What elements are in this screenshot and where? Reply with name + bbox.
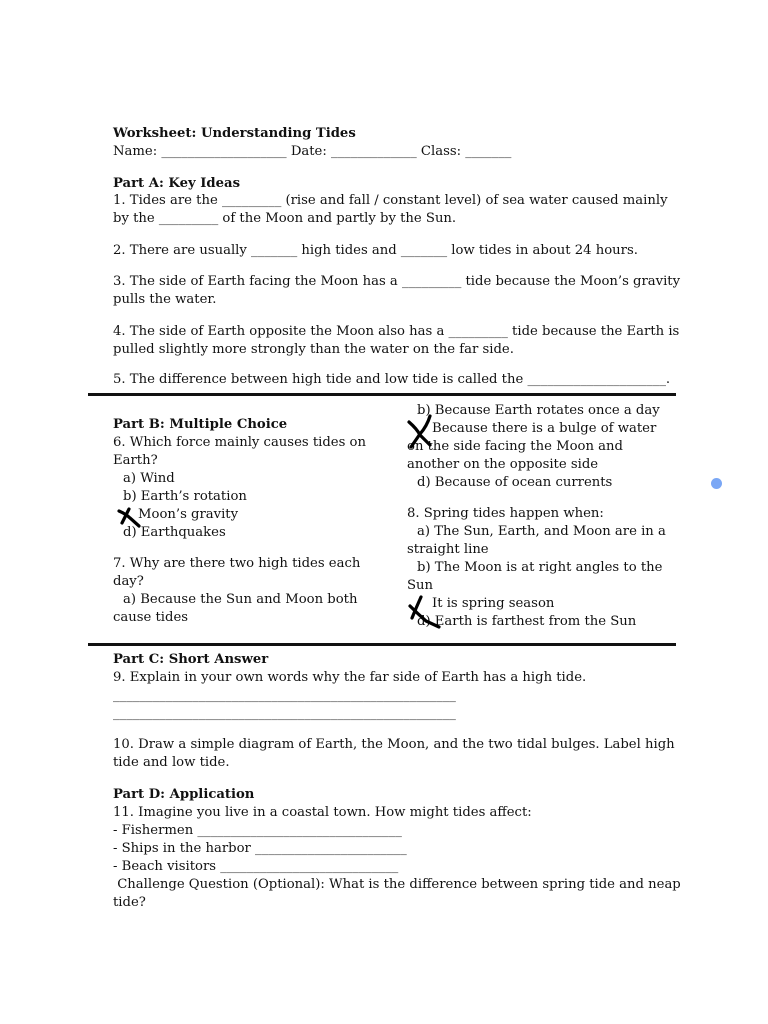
question-8-option-b-line-1[interactable]: b) The Moon is at right angles to the xyxy=(417,560,663,575)
question-6-option-b[interactable]: b) Earth’s rotation xyxy=(123,489,247,504)
question-11: 11. Imagine you live in a coastal town. How might tides affect: xyxy=(113,805,532,820)
question-7-option-c-line-2: on the side facing the Moon and xyxy=(407,439,623,454)
scroll-indicator-dot[interactable] xyxy=(711,478,722,489)
question-4-line-2: pulled slightly more strongly than the water on the far side. xyxy=(113,342,514,357)
question-7-option-a-line-1[interactable]: a) Because the Sun and Moon both xyxy=(123,592,358,607)
question-5: 5. The difference between high tide and low tide is called the _____________________. xyxy=(113,372,671,387)
part-c-heading: Part C: Short Answer xyxy=(113,652,269,667)
question-7-option-c-line-3: another on the opposite side xyxy=(407,457,599,472)
beach-visitors-line[interactable]: - Beach visitors ___________________________ xyxy=(113,859,399,874)
question-3-line-1: 3. The side of Earth facing the Moon has a _________ tide because the Moon’s gravity xyxy=(113,274,681,289)
part-b-left-column xyxy=(113,416,373,627)
question-6-option-d[interactable]: d) Earthquakes xyxy=(123,525,226,540)
worksheet-title: Worksheet: Understanding Tides xyxy=(113,126,356,141)
section-divider-bottom xyxy=(88,643,676,646)
question-7-option-c-line-1[interactable]: Because there is a bulge of water xyxy=(432,421,657,436)
question-3-line-2: pulls the water. xyxy=(113,292,217,307)
question-9-answer-line-1[interactable]: ____________________________________________________ xyxy=(113,688,456,703)
question-7-line-2: day? xyxy=(113,574,144,589)
part-b-heading: Part B: Multiple Choice xyxy=(113,417,288,432)
question-8: 8. Spring tides happen when: xyxy=(407,506,604,521)
question-1-line-1: 1. Tides are the _________ (rise and fall / constant level) of sea water caused mainly xyxy=(113,193,668,208)
challenge-question-line-1: Challenge Question (Optional): What is the difference between spring tide and neap xyxy=(113,877,681,892)
answer-mark-q6-icon xyxy=(116,505,142,529)
ships-line[interactable]: - Ships in the harbor _______________________ xyxy=(113,841,407,856)
part-a-heading: Part A: Key Ideas xyxy=(113,176,240,191)
question-8-option-c[interactable]: It is spring season xyxy=(432,596,555,611)
question-8-option-a-line-1[interactable]: a) The Sun, Earth, and Moon are in a xyxy=(417,524,666,539)
question-10-line-2: tide and low tide. xyxy=(113,755,230,770)
question-6-line-2: Earth? xyxy=(113,453,158,468)
question-7-option-b[interactable]: b) Because Earth rotates once a day xyxy=(417,403,660,418)
part-d-heading: Part D: Application xyxy=(113,787,255,802)
answer-mark-q8-icon xyxy=(404,594,442,632)
question-8-option-a-line-2: straight line xyxy=(407,542,489,557)
question-8-option-d[interactable]: d) Earth is farthest from the Sun xyxy=(417,614,637,629)
question-4-line-1: 4. The side of Earth opposite the Moon also has a _________ tide because the Earth is xyxy=(113,324,680,339)
challenge-question-line-2: tide? xyxy=(113,895,146,910)
answer-mark-q7-icon xyxy=(403,413,437,451)
question-8-option-b-line-2: Sun xyxy=(407,578,434,593)
question-2: 2. There are usually _______ high tides and _______ low tides in about 24 hours. xyxy=(113,243,638,258)
question-10-line-1: 10. Draw a simple diagram of Earth, the Moon, and the two tidal bulges. Label high xyxy=(113,737,675,752)
question-7-option-d[interactable]: d) Because of ocean currents xyxy=(417,475,613,490)
section-divider-top xyxy=(88,393,676,396)
fishermen-line[interactable]: - Fishermen _______________________________ xyxy=(113,823,402,838)
question-9: 9. Explain in your own words why the far side of Earth has a high tide. xyxy=(113,670,587,685)
question-6-line-1: 6. Which force mainly causes tides on xyxy=(113,435,366,450)
part-b-right-column xyxy=(407,402,677,631)
question-6-option-c[interactable]: Moon’s gravity xyxy=(138,507,239,522)
question-7-option-a-line-2: cause tides xyxy=(113,610,189,625)
question-6-option-a[interactable]: a) Wind xyxy=(123,471,175,486)
question-9-answer-line-2[interactable]: ____________________________________________________ xyxy=(113,706,456,721)
question-1-line-2: by the _________ of the Moon and partly by the Sun. xyxy=(113,211,457,226)
question-7-line-1: 7. Why are there two high tides each xyxy=(113,556,361,571)
student-info-line[interactable]: Name: ___________________ Date: _____________ Class: _______ xyxy=(113,144,512,159)
